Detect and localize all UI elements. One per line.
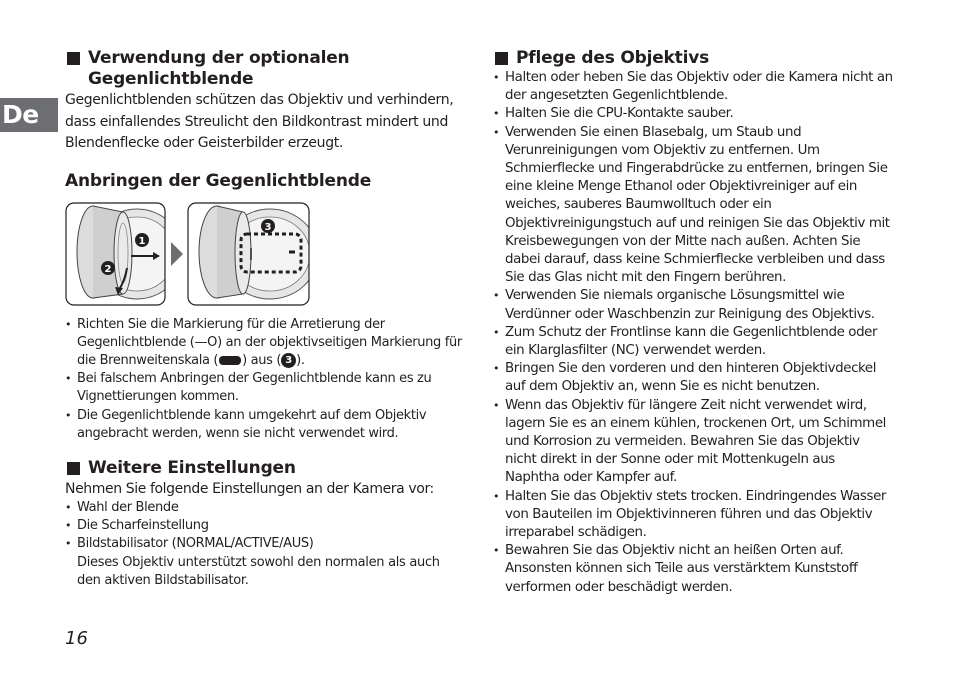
list-item: • Bringen Sie den vorderen und den hinteren Objektivdeckel auf dem Objektiv an, wenn Sie es nicht benutzen.: [493, 360, 893, 396]
section-title: Verwendung der optionalen Gegenlichtblende: [88, 48, 350, 89]
focal-length-mark-icon: [219, 356, 241, 365]
list-item: • Wenn das Objektiv für längere Zeit nicht verwendet wird, lagern Sie es an einem kühlen, trockenen Ort, um Schimmel und Korrosion zu vermeiden. Bewahren Sie das Objektiv nicht direkt in der Sonne oder mit Mottenkugeln aus Naphtha oder Kampfer auf.: [493, 397, 893, 488]
lens-hood-illustration: [65, 202, 315, 306]
list-item: • Halten Sie die CPU-Kontakte sauber.: [493, 105, 893, 123]
list-item: • Bildstabilisator (NORMAL/ACTIVE/AUS): [65, 535, 465, 553]
page-number: 16: [65, 628, 88, 649]
section-title: Weitere Einstellungen: [88, 457, 296, 478]
hood-mark-symbol: —O: [194, 334, 218, 350]
bullet-text: ).: [296, 352, 305, 368]
list-item: • Bewahren Sie das Objektiv nicht an heißen Orten auf. Ansonsten können sich Teile aus verstärktem Kunststoff verformen oder beschädigt werden.: [493, 542, 893, 597]
list-item: • Halten oder heben Sie das Objektiv oder die Kamera nicht an der angesetzten Gegenlichtblende.: [493, 69, 893, 105]
heading-square-icon: [495, 52, 508, 65]
list-item: • Zum Schutz der Frontlinse kann die Gegenlichtblende oder ein Klarglasfilter (NC) verwendet werden.: [493, 324, 893, 360]
subsection-heading-attach: Anbringen der Gegenlichtblende: [65, 170, 372, 191]
bullet-text: Richten Sie die Markierung für die Arretierung der Gegenlichtblende (: [77, 316, 385, 350]
step-3-inline-marker: 3: [281, 353, 296, 368]
section-heading-lens-hood: [65, 48, 465, 90]
list-item: • Die Gegenlichtblende kann umgekehrt auf dem Objektiv angebracht werden, wenn sie nicht verwendet wird.: [65, 407, 465, 443]
heading-square-icon: [67, 462, 80, 475]
list-item: • Verwenden Sie einen Blasebalg, um Staub und Verunreinigungen vom Objektiv zu entfernen. Um Schmierflecke und Fingerabdrücke zu entfernen, bringen Sie eine kleine Menge Ethanol oder Objektivreiniger auf ein weiches, sauberes Baumwolltuch oder ein Objektivreinigungstuch auf und reinigen Sie das Objektiv mit Kreisbewegungen von der Mitte nach außen. Achten Sie dabei darauf, dass keine Schmierflecke verbleiben und dass Sie das Glas nicht mit den Fingern berühren.: [493, 124, 893, 288]
section-title: Pflege des Objektivs: [516, 48, 710, 68]
bullet-text: ) aus (: [242, 352, 282, 368]
settings-list: [65, 499, 465, 554]
figure-panel-2: [188, 203, 315, 305]
care-list: [493, 69, 893, 597]
step-2-label: 2: [104, 263, 112, 275]
step-1-label: 1: [138, 235, 146, 247]
stabilizer-note: Dieses Objektiv unterstützt sowohl den normalen als auch den aktiven Bildstabilisator.: [77, 554, 440, 588]
list-item: • Verwenden Sie niemals organische Lösungsmittel wie Verdünner oder Waschbenzin zur Reinigung des Objektivs.: [493, 287, 893, 323]
right-column: [493, 48, 893, 597]
next-step-arrow-icon: [171, 242, 183, 266]
list-item: • Die Scharfeinstellung: [65, 517, 465, 535]
list-item: • Wahl der Blende: [65, 499, 465, 517]
section-heading-settings: [65, 458, 465, 479]
list-item: [65, 316, 465, 371]
section-heading-care: [493, 48, 893, 69]
lens-hood-figure: [65, 202, 315, 306]
language-tab: De: [0, 98, 58, 132]
settings-intro: Nehmen Sie folgende Einstellungen an der Kamera vor:: [65, 480, 434, 497]
attach-bullet-list: [65, 316, 465, 443]
list-item: • Halten Sie das Objektiv stets trocken. Eindringendes Wasser von Bauteilen im Objektivinneren führen und das Objektiv irreparabel schädigen.: [493, 488, 893, 543]
heading-square-icon: [67, 52, 80, 65]
step-3-label: 3: [264, 221, 272, 233]
bullet-text: ) an der objektivseitigen Markierung für die Brennweitenskala (: [77, 334, 462, 368]
lens-hood-intro: Gegenlichtblenden schützen das Objektiv und verhindern, dass einfallendes Streulicht den Bildkontrast mindert und Blendenflecke oder Geisterbilder erzeugt.: [65, 92, 454, 151]
list-item: • Bei falschem Anbringen der Gegenlichtblende kann es zu Vignettierungen kommen.: [65, 370, 465, 406]
left-column: [65, 48, 465, 590]
